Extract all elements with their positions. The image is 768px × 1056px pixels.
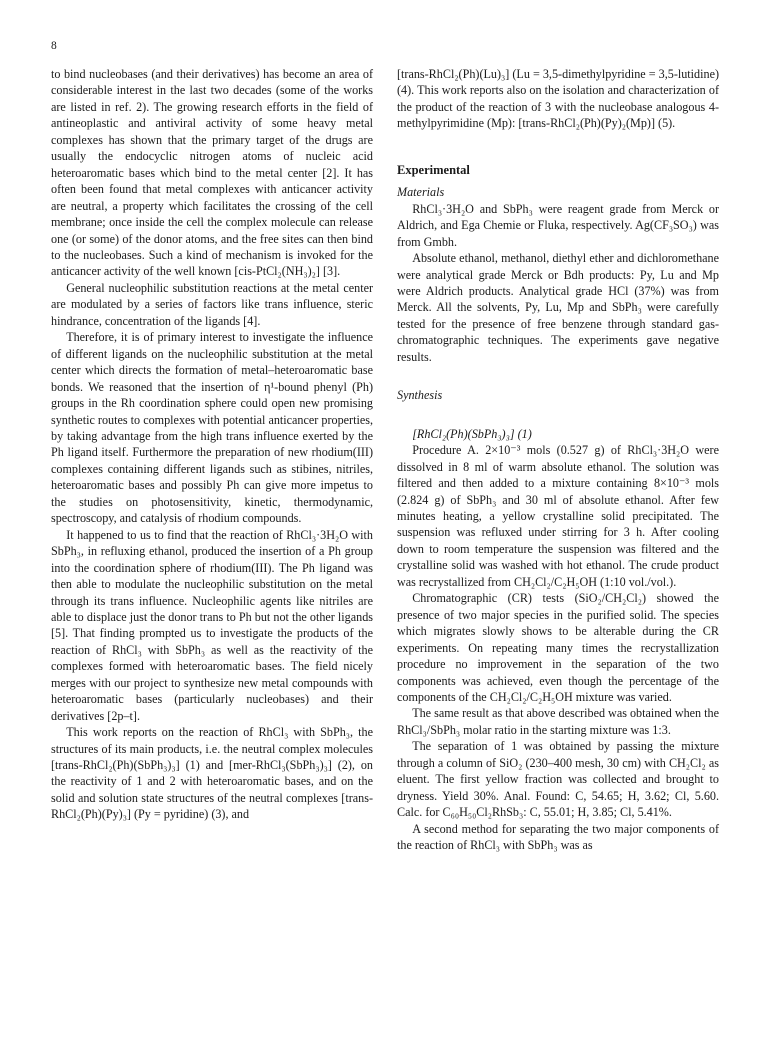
motivation-paragraph: Therefore, it is of primary interest to investigate the influence of different ligands on the nucleophilic substitution at the metal center which directs the formation of metal–heteroaromatic base bonds. We reasoned that the insertion of η¹-bound phenyl (Ph) groups in the Rh coordination sphere could open new promising synthetic routes to complexes with potential anticancer properties, by taking advantage from the high trans influence exerted by the Ph ligand itself. Furthermore the preparation of new rhodium(III) complexes containing different ligands such as stibines, nitriles, heteroaromatic bases and possibly Ph can give more impetus to the studies on photosensitivity, kinetic, thermodynamic, spectroscopy, and catalysis of rhodium compounds. [51, 330, 373, 526]
separation-paragraph: The separation of 1 was obtained by passing the mixture through a column of SiO₂ (230–400 mesh, 30 cm) with CH₂Cl₂ as eluent. The first yellow fraction was collected and brought to dryness. Yield 30%. Anal. Found: C, 54.65; H, 3.62; Cl, 5.60. Calc. for C₆₀H₅₀Cl₂RhSb₃: C, 55.01; H, 3.85; Cl, 5.41%. [397, 739, 719, 820]
compound-1-heading: [RhCl₂(Ph)(SbPh₃)₃] (1) [412, 426, 532, 441]
intro-paragraph-continued: to bind nucleobases (and their derivatives) has become an area of considerable interest in the last two decades (some of the works are listed in ref. 2). The growing research efforts in the field of antineoplastic and antiviral activity of some heavy metal complexes has shown that the primary target of the drugs are usually the endocyclic nitrogen atoms of nucleic acid heteroaromatic bases which bind to the metal center [2]. It has often been found that metal complexes with anticancer activity are neutral, a property which facilitates the crossing of the cell membrane; once inside the cell the complex molecule can release one (or some) of the donor atoms, and the free sites can then bind to the nucleobases. Such a kind of mechanism is invoked for the anticancer activity of the well known [cis-PtCl₂(NH₃)₂] [3]. [51, 67, 373, 279]
work-summary-paragraph: This work reports on the reaction of RhCl₃ with SbPh₃, the structures of its main products, i.e. the neutral complex molecules [trans-RhCl₂(Ph)(SbPh₃)₃] (1) and [mer-RhCl₃(SbPh₃)₃] (2), on the reactivity of 1 and 2 with heteroaromatic bases, and on the solid and solution state structures of the neutral complexes [trans-RhCl₂(Ph)(Py)₃] (Py = pyridine) (3), and [51, 725, 373, 822]
left-column [51, 66, 373, 823]
materials-solvents-paragraph: Absolute ethanol, methanol, diethyl ether and dichloromethane were analytical grade Merck or Bdh products: Py, Lu and Mp were Aldrich products. Analytical grade HCl (37%) was from Merck. All the solvents, Py, Lu, Mp and SbPh₃ were carefully tested for the presence of free benzene through standard gas-chromatographic techniques. The experiments gave negative results. [397, 251, 719, 364]
second-method-paragraph: A second method for separating the two major components of the reaction of RhCl₃ with SbPh₃ was as [397, 821, 719, 853]
molar-ratio-paragraph: The same result as that above described was obtained when the RhCl₃/SbPh₃ molar ratio in the starting mixture was 1:3. [397, 706, 719, 737]
discovery-paragraph: It happened to us to find that the reaction of RhCl₃·3H₂O with SbPh₃, in refluxing ethanol, produced the insertion of a Ph group into the coordination sphere of rhodium(III). The Ph ligand was then able to modulate the nucleophilic substitution on the metal through its trans influence. Nucleophilic agents like nitriles are able to displace just the donor trans to Ph but not the other ligands [5]. That finding prompted us to investigate the products of the reaction of RhCl₃ with SbPh₃ as well as the reactivity of the complexes formed with heteroaromatic bases. The field nicely merges with our project to synthesize new metal compounds with heteroaromatic bases (particularly nucleobases) and their derivatives [2p–t]. [51, 527, 373, 723]
substitution-factors-paragraph: General nucleophilic substitution reactions at the metal center are modulated by a series of factors like trans influence, steric hindrance, concentration of the ligands [4]. [51, 280, 373, 328]
materials-subheading: Materials [397, 185, 445, 200]
materials-reagents-paragraph: RhCl₃·3H₂O and SbPh₃ were reagent grade from Merck or Aldrich, and Ega Chemie or Fluka, respectively. Ag(CF₃SO₃) was from Gmbh. [397, 201, 719, 249]
chromatography-paragraph: Chromatographic (CR) tests (SiO₂/CH₂Cl₂) showed the presence of two major species in the purified solid. The species which migrates slowly shows to be alterable during the CR experiments. On repeating many times the recrystallization procedure no improvement in the separation of the two components was achieved, even though the percentage of the components of the CH₂Cl₂/C₂H₅OH mixture was varied. [397, 591, 719, 704]
work-summary-continued: [trans-RhCl₂(Ph)(Lu)₃] (Lu = 3,5-dimethylpyridine = 3,5-lutidine) (4). This work reports also on the isolation and characterization of the product of the reaction of 3 with the nucleobase analogous 4-methylpyrimidine (Mp): [trans-RhCl₂(Ph)(Py)₂(Mp)] (5). [397, 67, 719, 131]
procedure-a-paragraph: Procedure A. 2×10⁻³ mols (0.527 g) of RhCl₃·3H₂O were dissolved in 8 ml of warm absolute ethanol. The solution was filtered and then added to a mixture containing 8×10⁻³ mols (2.824 g) of SbPh₃ and 30 ml of absolute ethanol. After few minutes heating, a yellow crystalline solid precipitated. The suspension was refluxed under stirring for 3 h. After cooling down to room temperature the suspension was filtered and the crystalline solid was washed with hot ethanol. The crude product was recrystallized from CH₂Cl₂/C₂H₅OH (1:10 vol./vol.). [397, 443, 719, 589]
right-column [397, 66, 719, 853]
synthesis-subheading: Synthesis [397, 388, 443, 403]
experimental-heading: Experimental [397, 162, 470, 177]
page-number: 8 [51, 40, 57, 52]
